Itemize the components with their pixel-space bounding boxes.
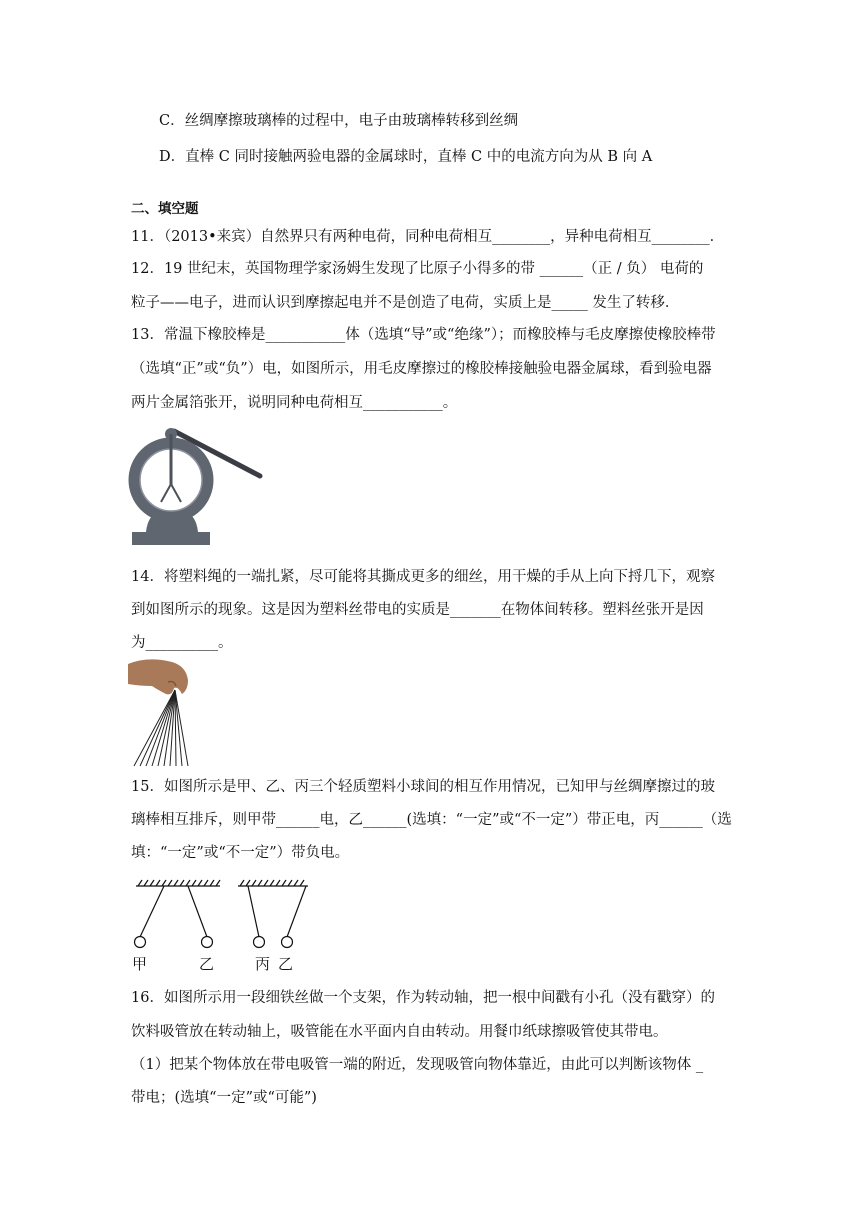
ball-yi-right <box>282 937 293 948</box>
ceiling-left <box>136 880 220 886</box>
section-title: 二、填空题 <box>131 201 199 217</box>
ball-bing <box>254 937 265 948</box>
q16-sub1-line-1: （1）把某个物体放在带电吸管一端的附近，发现吸管向物体靠近，由此可以判断该物体 _ <box>131 1057 704 1073</box>
q16-line-1: 16．如图所示用一段细铁丝做一个支架，作为转动轴，把一根中间戳有小孔（没有戳穿）的 <box>131 990 715 1006</box>
plastic-strings <box>134 690 188 766</box>
question-11: 11．（2013•来宾）自然界只有两种电荷，同种电荷相互________，异种电荷相互________． <box>131 229 725 245</box>
q12-line-1: 12．19 世纪末，英国物理学家汤姆生发现了比原子小得多的带 ______（正 / 负） 电荷的 <box>131 261 704 277</box>
q13-line-2: （选填“正”或“负”）电，如图所示，用毛皮摩擦过的橡胶棒接触验电器金属球，看到验电器 <box>131 361 712 377</box>
q16-line-2: 饮料吸管放在转动轴上，吸管能在水平面内自由转动。用餐巾纸球擦吸管使其带电。 <box>131 1024 668 1040</box>
charged-balls-figure <box>128 878 318 974</box>
q15-line-1: 15．如图所示是甲、乙、丙三个轻质塑料小球间的相互作用情况，已知甲与丝绸摩擦过的玻 <box>131 779 715 795</box>
q15-line-3: 填：“一定”或“不一定”）带负电。 <box>131 845 350 861</box>
q14-line-3: 为__________。 <box>131 635 233 651</box>
q12-line-2: 粒子——电子，进而认识到摩擦起电并不是创造了电荷，实质上是_____ 发生了转移． <box>131 295 680 311</box>
electroscope-base <box>132 532 210 545</box>
label-yi-2: 乙 <box>278 955 294 973</box>
label-jia: 甲 <box>132 955 148 973</box>
q14-line-2: 到如图所示的现象。这是因为塑料丝带电的实质是_______在物体间转移。塑料丝张开是因 <box>131 602 704 618</box>
ceiling-right <box>238 880 308 886</box>
ball-jia <box>135 937 146 948</box>
q14-line-1: 14．将塑料绳的一端扎紧，尽可能将其撕成更多的细丝，用干燥的手从上向下捋几下，观察 <box>131 569 715 585</box>
option-c: C．丝绸摩擦玻璃棒的过程中，电子由玻璃棒转移到丝绸 <box>159 113 519 129</box>
foil-right <box>171 484 181 502</box>
hand-icon <box>128 659 188 694</box>
q16-sub1-line-2: 带电；(选填“一定”或“可能”) <box>131 1090 317 1106</box>
q13-line-1: 13．常温下橡胶棒是___________体（选填“导”或“绝缘”）；而橡胶棒与毛皮摩擦使橡胶棒带 <box>131 327 716 343</box>
label-bing: 丙 <box>255 955 271 973</box>
ball-yi-left <box>202 937 213 948</box>
foil-left <box>161 484 171 502</box>
q15-line-2: 璃棒相互排斥，则甲带______电，乙______(选填：“一定”或“不一定”）带正电，丙______（选 <box>131 812 732 828</box>
electroscope-figure <box>128 422 264 550</box>
label-yi: 乙 <box>199 955 215 973</box>
q13-line-3: 两片金属箔张开，说明同种电荷相互___________。 <box>131 395 458 411</box>
hand-strings-figure <box>128 656 192 770</box>
option-d: D．直棒 C 同时接触两验电器的金属球时，直棒 C 中的电流方向为从 B 向 A <box>159 149 653 165</box>
